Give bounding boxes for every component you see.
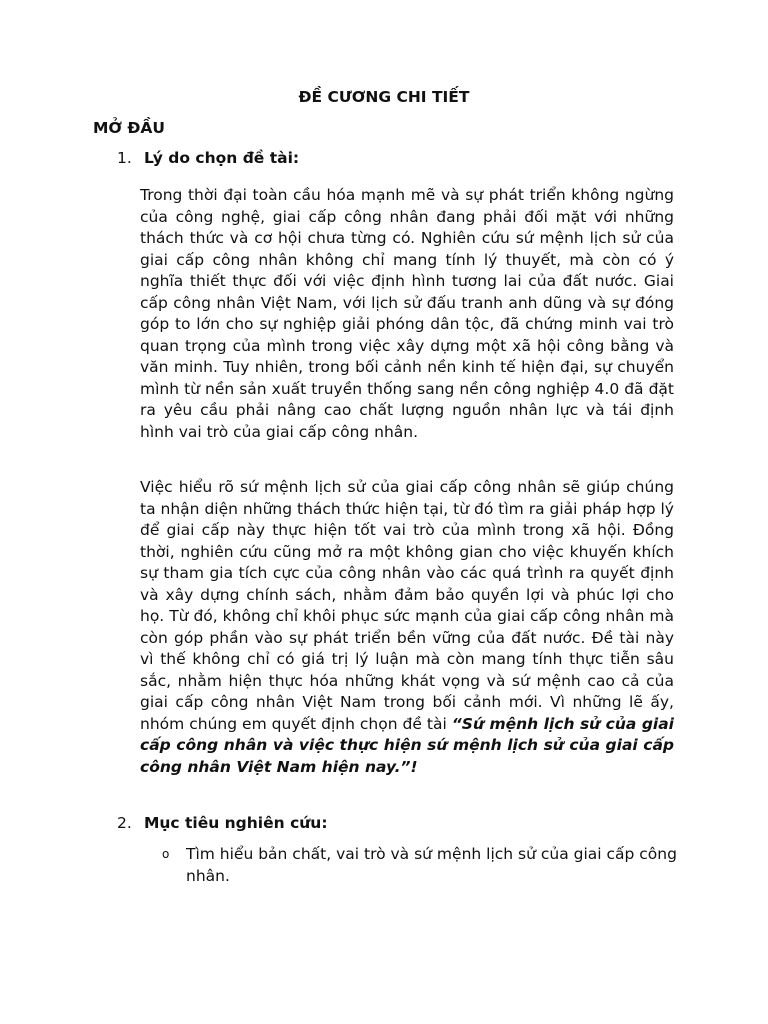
item-label: Lý do chọn đề tài: bbox=[143, 149, 300, 167]
section-heading: MỞ ĐẦU bbox=[93, 119, 165, 137]
item-heading-objectives bbox=[117, 812, 328, 834]
hollow-bullet-icon: o bbox=[162, 847, 170, 861]
objective-bullet-text: Tìm hiểu bản chất, vai trò và sứ mệnh lịch sử của giai cấp công nhân. bbox=[186, 845, 677, 885]
item-label: Mục tiêu nghiên cứu: bbox=[143, 814, 328, 832]
paragraph-reason-1: Trong thời đại toàn cầu hóa mạnh mẽ và sự phát triển không ngừng của công nghệ, giai cấp công nhân đang phải đối mặt với những thách thức và cơ hội chưa từng có. Nghiên cứu sứ mệnh lịch sử của giai cấp công nhân không chỉ mang tính lý thuyết, mà còn có ý nghĩa thiết thực đối với việc định hình tương lai của đất nước. Giai cấp công nhân Việt Nam, với lịch sử đấu tranh anh dũng và sự đóng góp to lớn cho sự nghiệp giải phóng dân tộc, đã chứng minh vai trò quan trọng của mình trong việc xây dựng một xã hội công bằng và văn minh. Tuy nhiên, trong bối cảnh nền kinh tế hiện đại, sự chuyển mình từ nền sản xuất truyền thống sang nền công nghiệp 4.0 đã đặt ra yêu cầu phải nâng cao chất lượng nguồn nhân lực và tái định hình vai trò của giai cấp công nhân. bbox=[140, 186, 674, 441]
document-title: ĐỀ CƯƠNG CHI TIẾT bbox=[298, 88, 470, 106]
item-number: 2. bbox=[117, 814, 132, 832]
paragraph-reason-2-emphasis: “Sứ mệnh lịch sử của giai cấp công nhân và việc thực hiện sứ mệnh lịch sử của giai cấp công nhân Việt Nam hiện nay.”! bbox=[140, 714, 674, 776]
item-heading-reason bbox=[117, 147, 299, 169]
objective-bullet bbox=[162, 843, 682, 887]
paragraph-reason-2 bbox=[140, 477, 674, 778]
paragraph-reason-2-text: Việc hiểu rõ sứ mệnh lịch sử của giai cấp công nhân sẽ giúp chúng ta nhận diện những thách thức hiện tại, từ đó tìm ra giải pháp hợp lý để giai cấp này thực hiện tốt vai trò của mình trong xã hội. Đồng thời, nghiên cứu cũng mở ra một không gian cho việc khuyến khích sự tham gia tích cực của công nhân vào các quá trình ra quyết định và xây dựng chính sách, nhằm đảm bảo quyền lợi và phúc lợi cho họ. Từ đó, không chỉ khôi phục sức mạnh của giai cấp công nhân mà còn góp phần vào sự phát triển bền vững của đất nước. Đề tài này vì thế không chỉ có giá trị lý luận mà còn mang tính thực tiễn sâu sắc, nhằm hiện thực hóa những khát vọng và sứ mệnh cao cả của giai cấp công nhân Việt Nam trong bối cảnh mới. Vì những lẽ ấy, nhóm chúng em quyết định chọn đề tài bbox=[140, 478, 674, 733]
item-number: 1. bbox=[117, 149, 132, 167]
